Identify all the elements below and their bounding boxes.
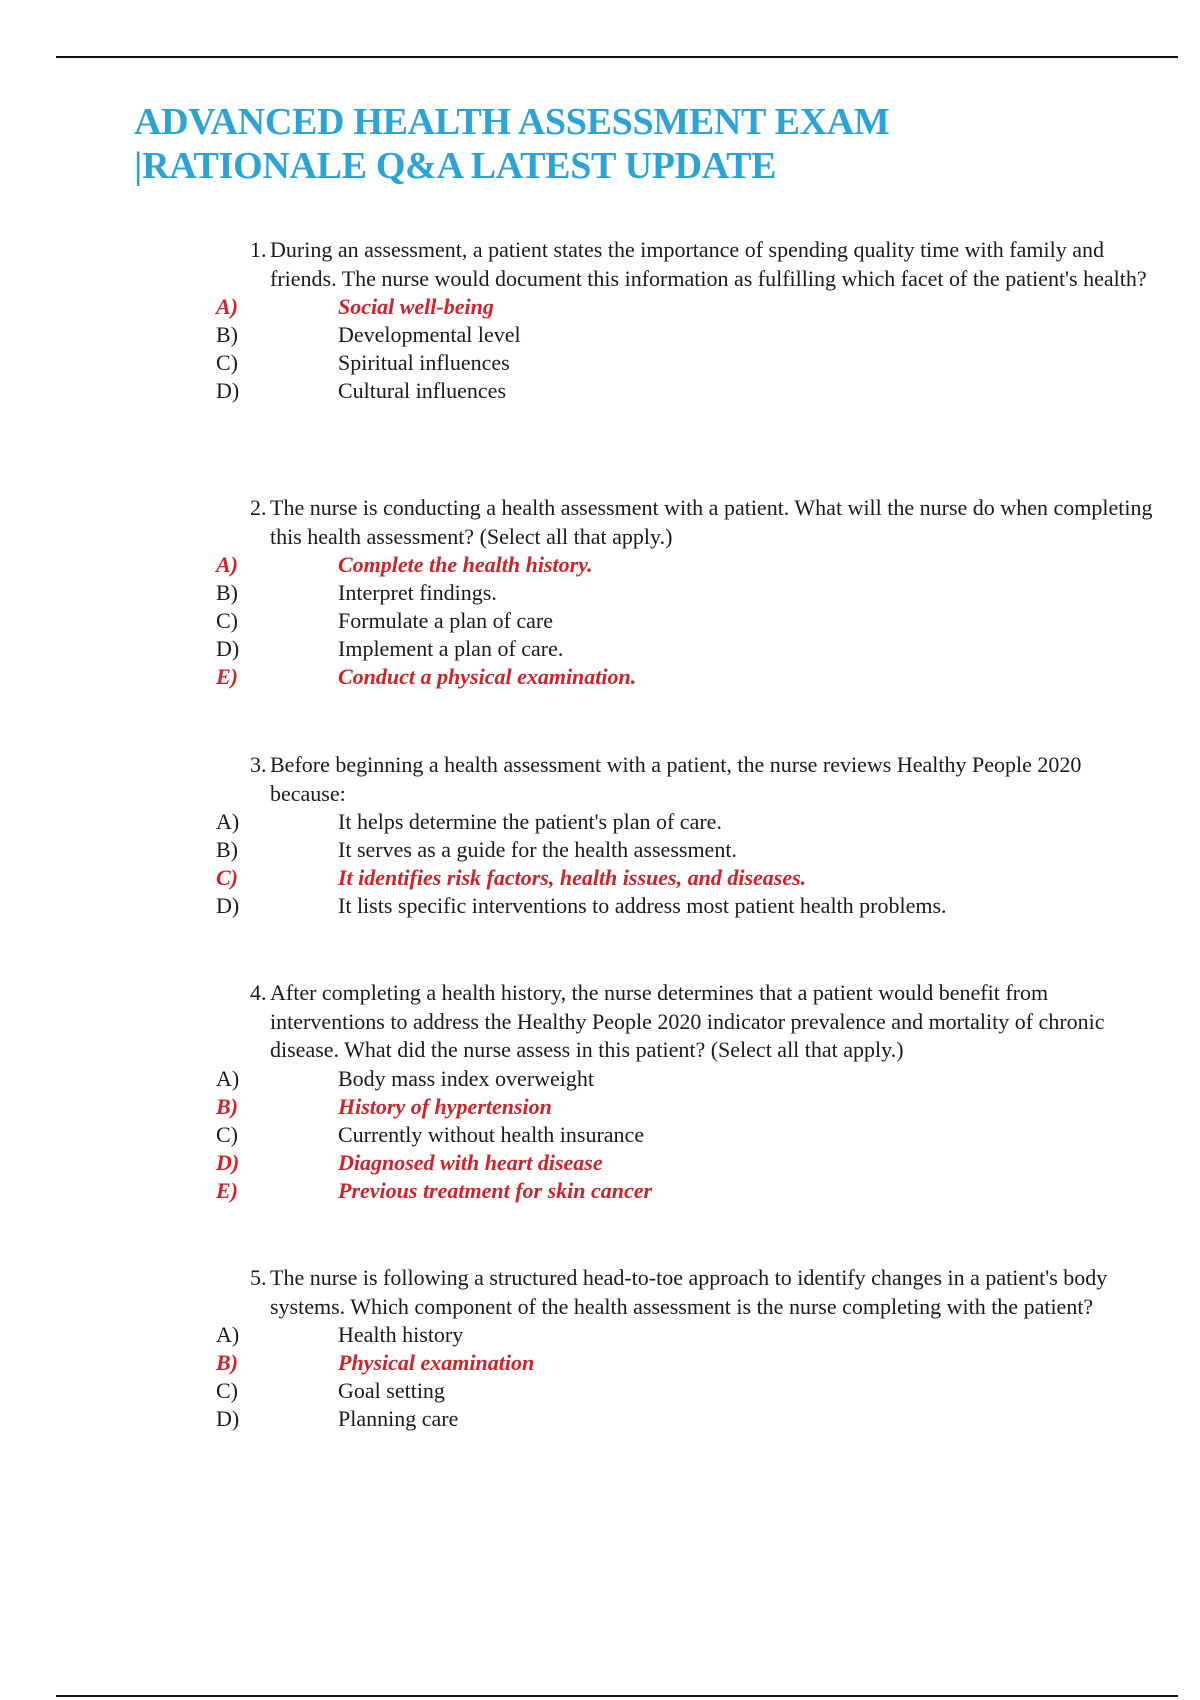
- option-text: Currently without health insurance: [338, 1121, 645, 1147]
- option-text: Goal setting: [338, 1378, 445, 1403]
- option-letter: A): [216, 552, 238, 577]
- option-letter: A): [216, 1065, 240, 1091]
- question-text: During an assessment, a patient states the importance of spending quality time with family and friends. The nurse would document this information as fulfilling which facet of the patient's health?: [270, 237, 1147, 291]
- option-letter: A): [216, 1322, 240, 1347]
- option-text: It identifies risk factors, health issues, and diseases.: [338, 865, 807, 890]
- option-text: Interpret findings.: [338, 580, 497, 605]
- option-text: History of hypertension: [338, 1093, 552, 1119]
- option-letter: C): [216, 1121, 238, 1147]
- option-text: Physical examination: [338, 1350, 535, 1375]
- answer-option-b: [0, 1093, 1200, 1121]
- question-stem: [250, 1264, 1160, 1321]
- answer-option-d: [0, 377, 1200, 405]
- option-letter: E): [216, 1177, 238, 1203]
- answer-option-b: [0, 321, 1200, 349]
- top-rule: [56, 56, 1178, 58]
- answer-option-d: [0, 892, 1200, 920]
- answer-option-e: [0, 663, 1200, 691]
- option-letter: B): [216, 1350, 238, 1375]
- option-letter: D): [216, 636, 240, 661]
- option-letter: D): [216, 893, 240, 918]
- answer-option-e: [0, 1177, 1200, 1205]
- question-text: Before beginning a health assessment with a patient, the nurse reviews Healthy People 2020 because:: [270, 752, 1082, 806]
- answer-option-a: [0, 293, 1200, 321]
- question-3: [0, 751, 1200, 920]
- option-text: Complete the health history.: [338, 552, 593, 577]
- question-stem: [250, 236, 1160, 293]
- option-text: Health history: [338, 1322, 464, 1347]
- option-text: Developmental level: [338, 322, 521, 347]
- bottom-rule: [56, 1695, 1178, 1697]
- option-letter: A): [216, 809, 240, 834]
- answer-options: [0, 551, 1200, 691]
- question-stem: [250, 751, 1160, 808]
- answer-option-c: [0, 864, 1200, 892]
- option-letter: B): [216, 1093, 238, 1119]
- option-letter: C): [216, 608, 238, 633]
- question-number: 2.: [250, 495, 267, 520]
- option-text: Social well-being: [338, 294, 494, 319]
- document-title: [134, 100, 1134, 188]
- option-letter: B): [216, 837, 238, 862]
- answer-option-d: [0, 1405, 1200, 1433]
- option-letter: B): [216, 580, 238, 605]
- option-letter: E): [216, 664, 238, 689]
- question-stem: [250, 979, 1160, 1065]
- question-stem: [250, 494, 1160, 551]
- question-4: [0, 979, 1200, 1205]
- question-number: 1.: [250, 237, 267, 262]
- question-2: [0, 494, 1200, 691]
- question-5: [0, 1264, 1200, 1433]
- option-text: Spiritual influences: [338, 350, 510, 375]
- answer-option-b: [0, 1349, 1200, 1377]
- question-number: 3.: [250, 752, 267, 777]
- answer-option-c: [0, 349, 1200, 377]
- answer-option-d: [0, 635, 1200, 663]
- title-line-1: ADVANCED HEALTH ASSESSMENT EXAM: [134, 101, 890, 143]
- option-letter: C): [216, 1378, 238, 1403]
- answer-option-c: [0, 1121, 1200, 1149]
- answer-option-b: [0, 836, 1200, 864]
- option-text: Body mass index overweight: [338, 1065, 595, 1091]
- answer-options: [0, 1321, 1200, 1433]
- question-number: 5.: [250, 1265, 267, 1290]
- answer-option-d: [0, 1149, 1200, 1177]
- answer-option-b: [0, 579, 1200, 607]
- answer-option-a: [0, 1321, 1200, 1349]
- question-text: The nurse is following a structured head-to-toe approach to identify changes in a patient's body systems. Which component of the health assessment is the nurse completing with the patient?: [270, 1265, 1108, 1319]
- option-text: Planning care: [338, 1406, 459, 1431]
- option-text: Conduct a physical examination.: [338, 664, 637, 689]
- option-letter: B): [216, 322, 238, 347]
- option-letter: D): [216, 378, 240, 403]
- answer-option-c: [0, 607, 1200, 635]
- option-text: It helps determine the patient's plan of care.: [338, 809, 722, 834]
- answer-options: [0, 293, 1200, 405]
- answer-options: [0, 1065, 1200, 1205]
- answer-option-a: [0, 808, 1200, 836]
- option-text: Previous treatment for skin cancer: [338, 1177, 653, 1203]
- title-line-2: |RATIONALE Q&A LATEST UPDATE: [134, 145, 777, 187]
- question-number: 4.: [250, 980, 267, 1005]
- answer-option-a: [0, 1065, 1200, 1093]
- answer-options: [0, 808, 1200, 920]
- answer-option-a: [0, 551, 1200, 579]
- option-letter: C): [216, 350, 238, 375]
- option-text: Implement a plan of care.: [338, 636, 564, 661]
- option-text: Cultural influences: [338, 378, 507, 403]
- option-letter: D): [216, 1149, 240, 1175]
- option-letter: A): [216, 294, 238, 319]
- option-text: It serves as a guide for the health assessment.: [338, 837, 737, 862]
- option-letter: D): [216, 1406, 240, 1431]
- question-1: [0, 236, 1200, 405]
- option-letter: C): [216, 865, 238, 890]
- option-text: Diagnosed with heart disease: [338, 1149, 603, 1175]
- question-text: The nurse is conducting a health assessment with a patient. What will the nurse do when completing this health assessment? (Select all that apply.): [270, 495, 1153, 549]
- option-text: Formulate a plan of care: [338, 608, 554, 633]
- option-text: It lists specific interventions to address most patient health problems.: [338, 893, 947, 918]
- question-text: After completing a health history, the nurse determines that a patient would benefit from interventions to address the Healthy People 2020 indicator prevalence and mortality of chronic disease. What did the nurse assess in this patient? (Select all that apply.): [270, 980, 1105, 1062]
- answer-option-c: [0, 1377, 1200, 1405]
